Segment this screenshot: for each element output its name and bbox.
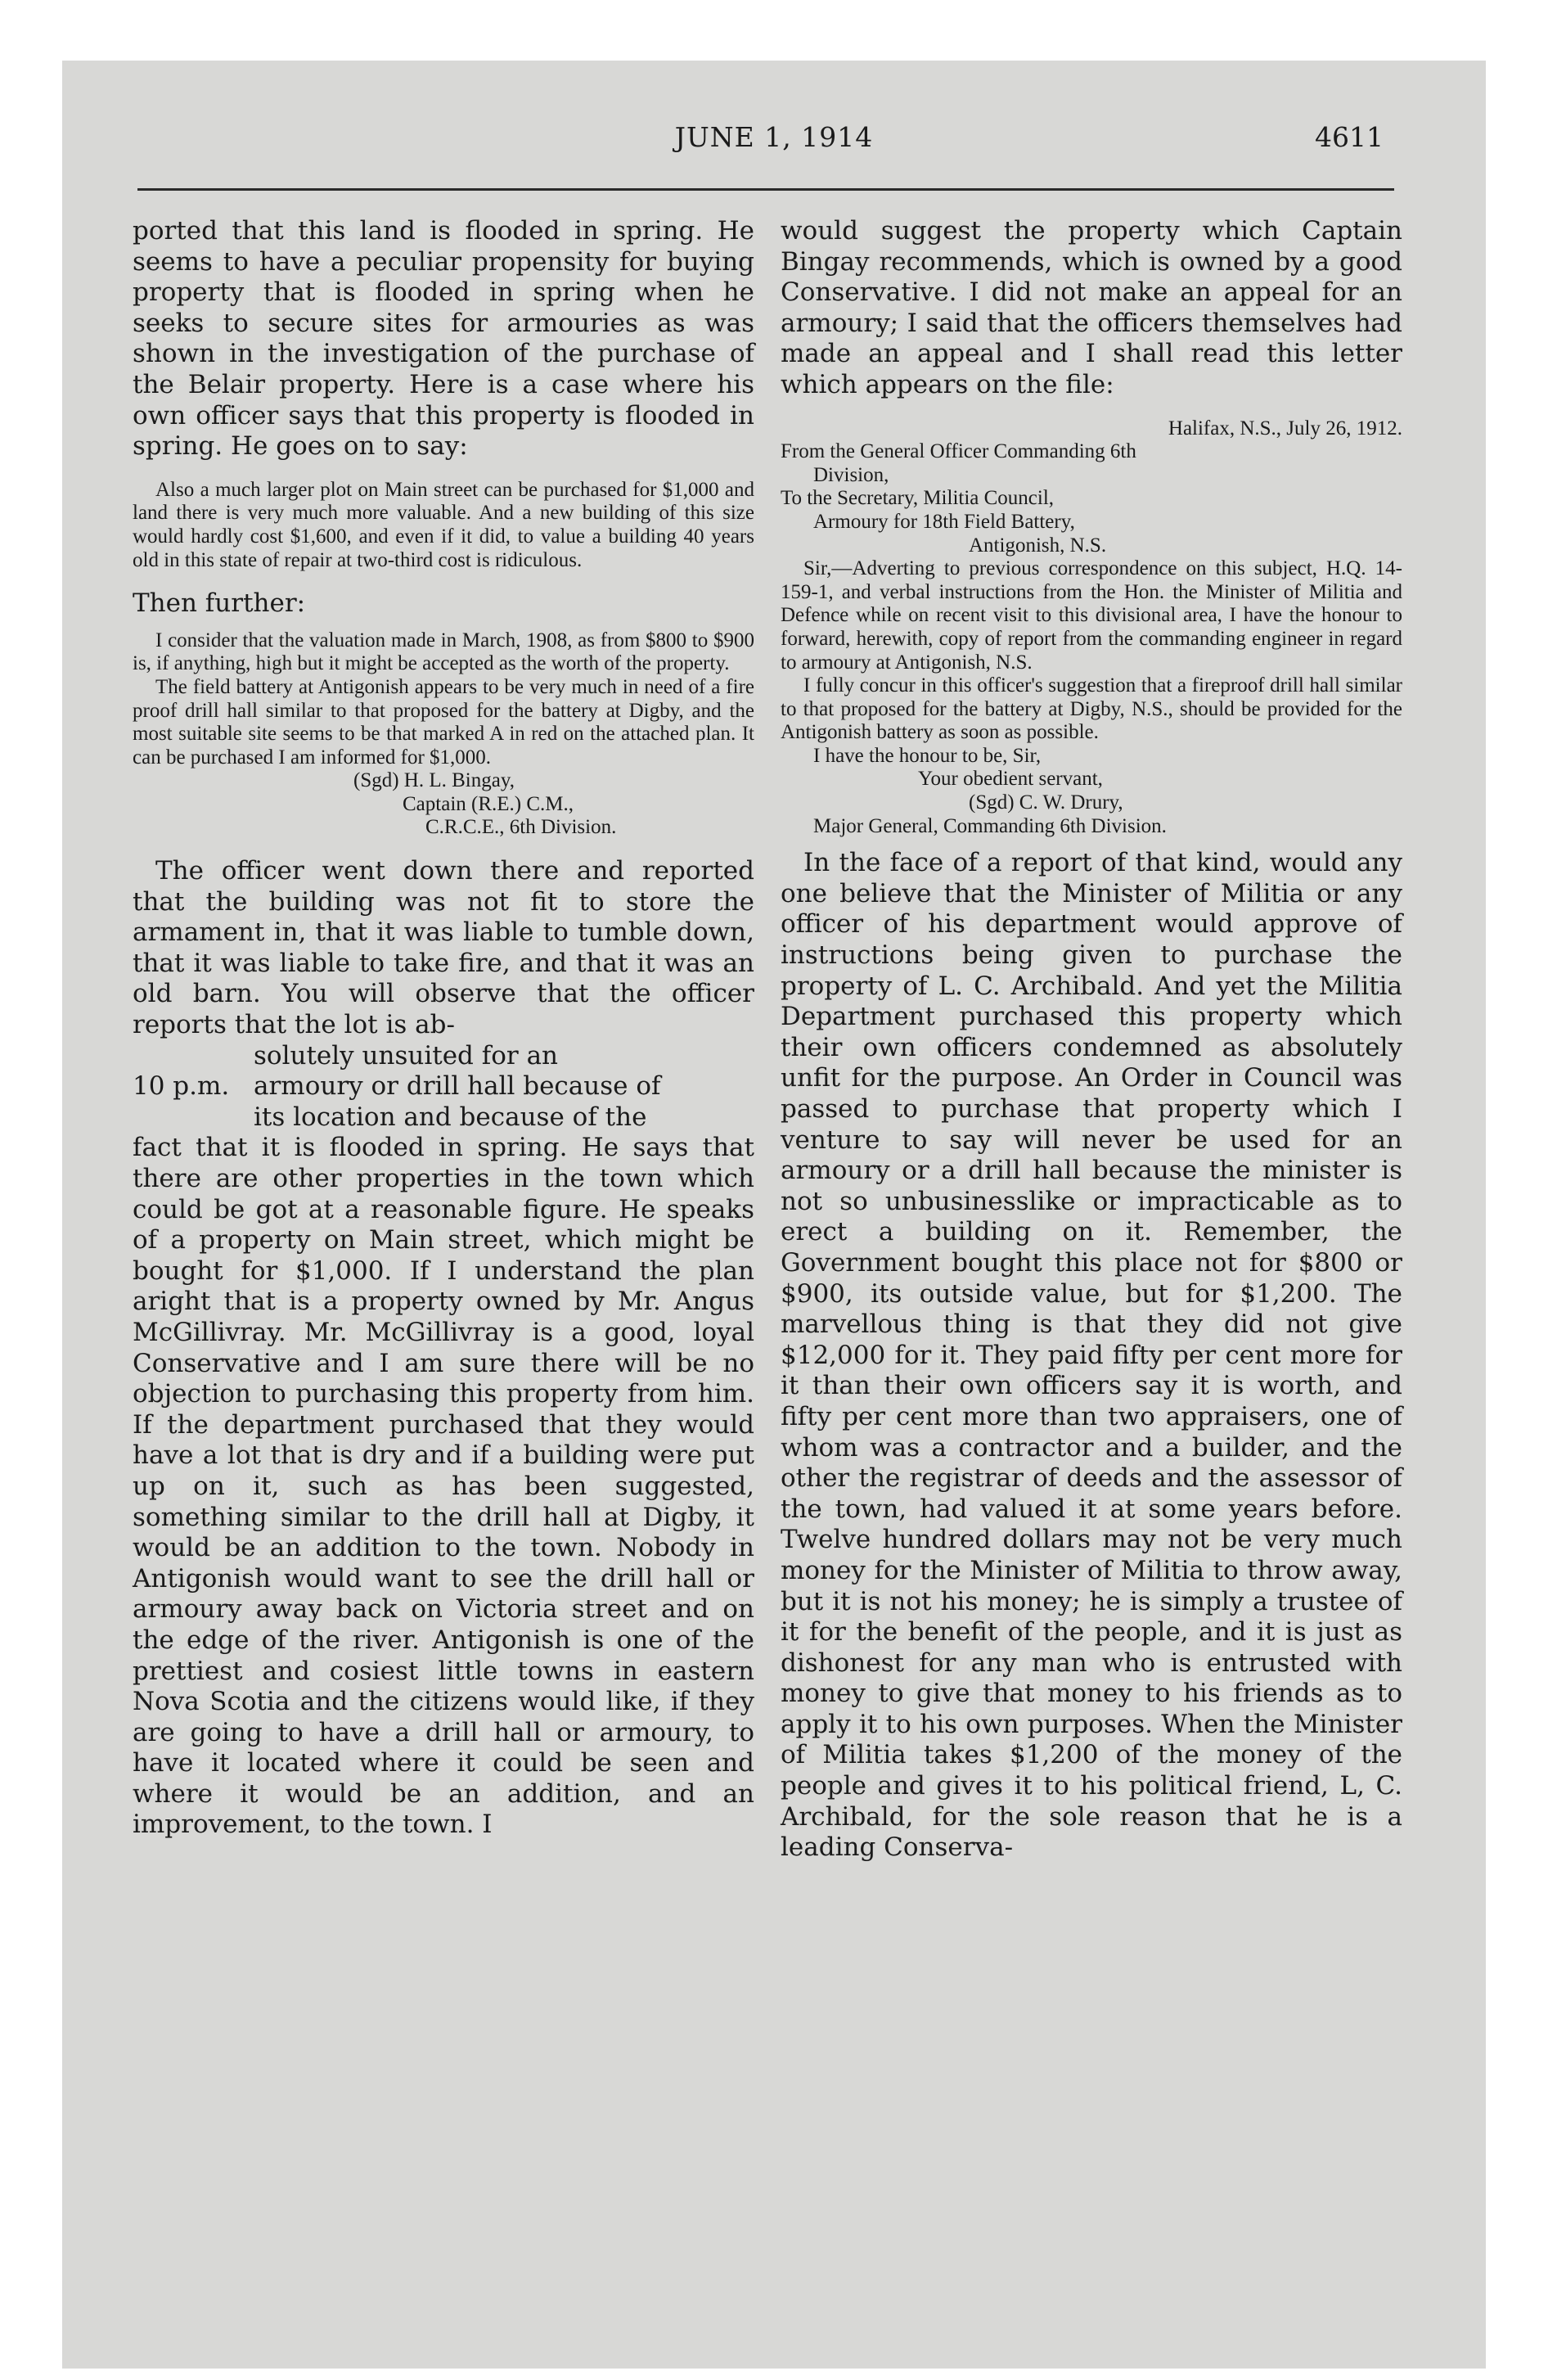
right-column	[781, 216, 1402, 1864]
left-paragraph-1: ported that this land is flooded in spring. He seems to have a peculiar propensity for buying property that is flooded in spring when he seeks to secure sites for armouries as was shown in the investigation of the purchase of the Belair property. Here is a case where his own officer says that this property is flooded in spring. He goes on to say:	[133, 216, 754, 462]
margin-time-note: 10 p.m.	[133, 1071, 230, 1102]
right-quote-1: Sir,—Adverting to previous correspondence on this subject, H.Q. 14-159-1, and verbal instructions from the Hon. the Minister of Militia and Defence while on recent visit to this divisional area, I have the honour to forward, herewith, copy of report from the commanding engineer in regard to armoury at Antigonish, N.S.	[781, 557, 1402, 674]
page-scan	[62, 61, 1486, 2369]
margin-line-3: its location and because of the	[254, 1102, 647, 1132]
closing-3: (Sgd) C. W. Drury,	[969, 791, 1123, 814]
left-column	[133, 216, 754, 1841]
page-number: 4611	[1315, 121, 1384, 153]
left-quote-1: Also a much larger plot on Main street can be purchased for $1,000 and land there is very much more valuable. And a new building of this size would hardly cost $1,600, and even if it did, to value a building 40 years old in this state of repair at two-third cost is ridiculous.	[133, 478, 754, 571]
letter-to: To the Secretary, Militia Council,	[781, 487, 1055, 510]
closing-2: Your obedient servant,	[918, 768, 1103, 791]
left-quote-3: The field battery at Antigonish appears to be very much in need of a fire proof drill hall similar to that proposed for the battery at Digby, and the most suitable site seems to be that marked A in red on the attached plan. It can be purchased I am informed for $1,000.	[133, 675, 754, 769]
header-rule	[137, 188, 1394, 191]
closing-1: I have the honour to be, Sir,	[813, 744, 1042, 767]
right-quote-2: I fully concur in this officer's suggestion that a fireproof drill hall similar to that proposed for the battery at Digby, N.S., should be provided for the Antigonish battery as soon as possible.	[781, 674, 1402, 744]
running-date: JUNE 1, 1914	[674, 121, 874, 153]
letter-to-2: Armoury for 18th Field Battery,	[813, 510, 1075, 533]
margin-note-block	[133, 1041, 754, 1072]
letter-date: Halifax, N.S., July 26, 1912.	[1168, 417, 1402, 439]
right-paragraph-1: would suggest the property which Captain Bingay recommends, which is owned by a good Conservative. I did not make an appeal for an armoury; I said that the officers themselves had made an appeal and I shall read this letter which appears on the file:	[781, 216, 1402, 399]
closing-4: Major General, Commanding 6th Division.	[813, 814, 1167, 837]
letter-from: From the General Officer Commanding 6th	[781, 440, 1136, 463]
then-further: Then further:	[133, 588, 306, 619]
right-paragraph-2: In the face of a report of that kind, would any one believe that the Minister of Militia or any officer of his department would approve of instructions being given to purchase the property of L. C. Archibald. And yet the Militia Department purchased this property which their own officers condemned as absolutely unfit for the purpose. An Order in Council was passed to purchase that property which I venture to say will never be used for an armoury or a drill hall because the minister is not so unbusinesslike or impracticable as to erect a building on it. Remember, the Government bought this place not for $800 or $900, its outside value, but for $1,200. The marvellous thing is that they did not give $12,000 for it. They paid fifty per cent more for it than their own officers say it is worth, and fifty per cent more than two appraisers, one of whom was a contractor and a builder, and the other the registrar of deeds and the assessor of the town, had valued it at some years before. Twelve hundred dollars may not be very much money for the Minister of Militia to throw away, but it is not his money; he is simply a trustee of it for the benefit of the people, and it is just as dishonest for any man who is entrusted with money to give that money to his friends as to apply it to his own purposes. When the Minister of Militia takes $1,200 of the money of the people and gives it to his political friend, L, C. Archibald, for the sole reason that he is a leading Conserva-	[781, 848, 1402, 1863]
letter-from-2: Division,	[813, 463, 889, 486]
left-quote-2: I consider that the valuation made in March, 1908, as from $800 to $900 is, if anything, high but it might be accepted as the worth of the property.	[133, 629, 754, 675]
running-header	[62, 121, 1486, 170]
signature-line-1: (Sgd) H. L. Bingay,	[353, 769, 515, 792]
left-paragraph-2: The officer went down there and reported that the building was not fit to store the armament in, that it was liable to tumble down, that it was liable to take fire, and that it was an old barn. You will observe that the officer reports that the lot is ab-	[133, 856, 754, 1040]
signature-line-2: Captain (R.E.) C.M.,	[403, 792, 574, 815]
signature-line-3: C.R.C.E., 6th Division.	[425, 816, 617, 839]
margin-line-2: armoury or drill hall because of	[254, 1071, 661, 1102]
left-paragraph-3: fact that it is flooded in spring. He says that there are other properties in the town which could be got at a reasonable figure. He speaks of a property on Main street, which might be bought for $1,000. If I understand the plan aright that is a property owned by Mr. Angus McGillivray. Mr. McGillivray is a good, loyal Conservative and I am sure there will be no objection to purchasing this property from him. If the department purchased that they would have a lot that is dry and if a building were put up on it, such as has been suggested, something similar to the drill hall at Digby, it would be an addition to the town. Nobody in Antigonish would want to see the drill hall or armoury away back on Victoria street and on the edge of the river. Antigonish is one of the prettiest and cosiest little towns in eastern Nova Scotia and the citizens would like, if they are going to have a drill hall or armoury, to have it located where it could be seen and where it would be an addition, and an improvement, to the town. I	[133, 1133, 754, 1840]
margin-line-1: solutely unsuited for an	[254, 1040, 559, 1071]
letter-to-3: Antigonish, N.S.	[969, 534, 1107, 557]
